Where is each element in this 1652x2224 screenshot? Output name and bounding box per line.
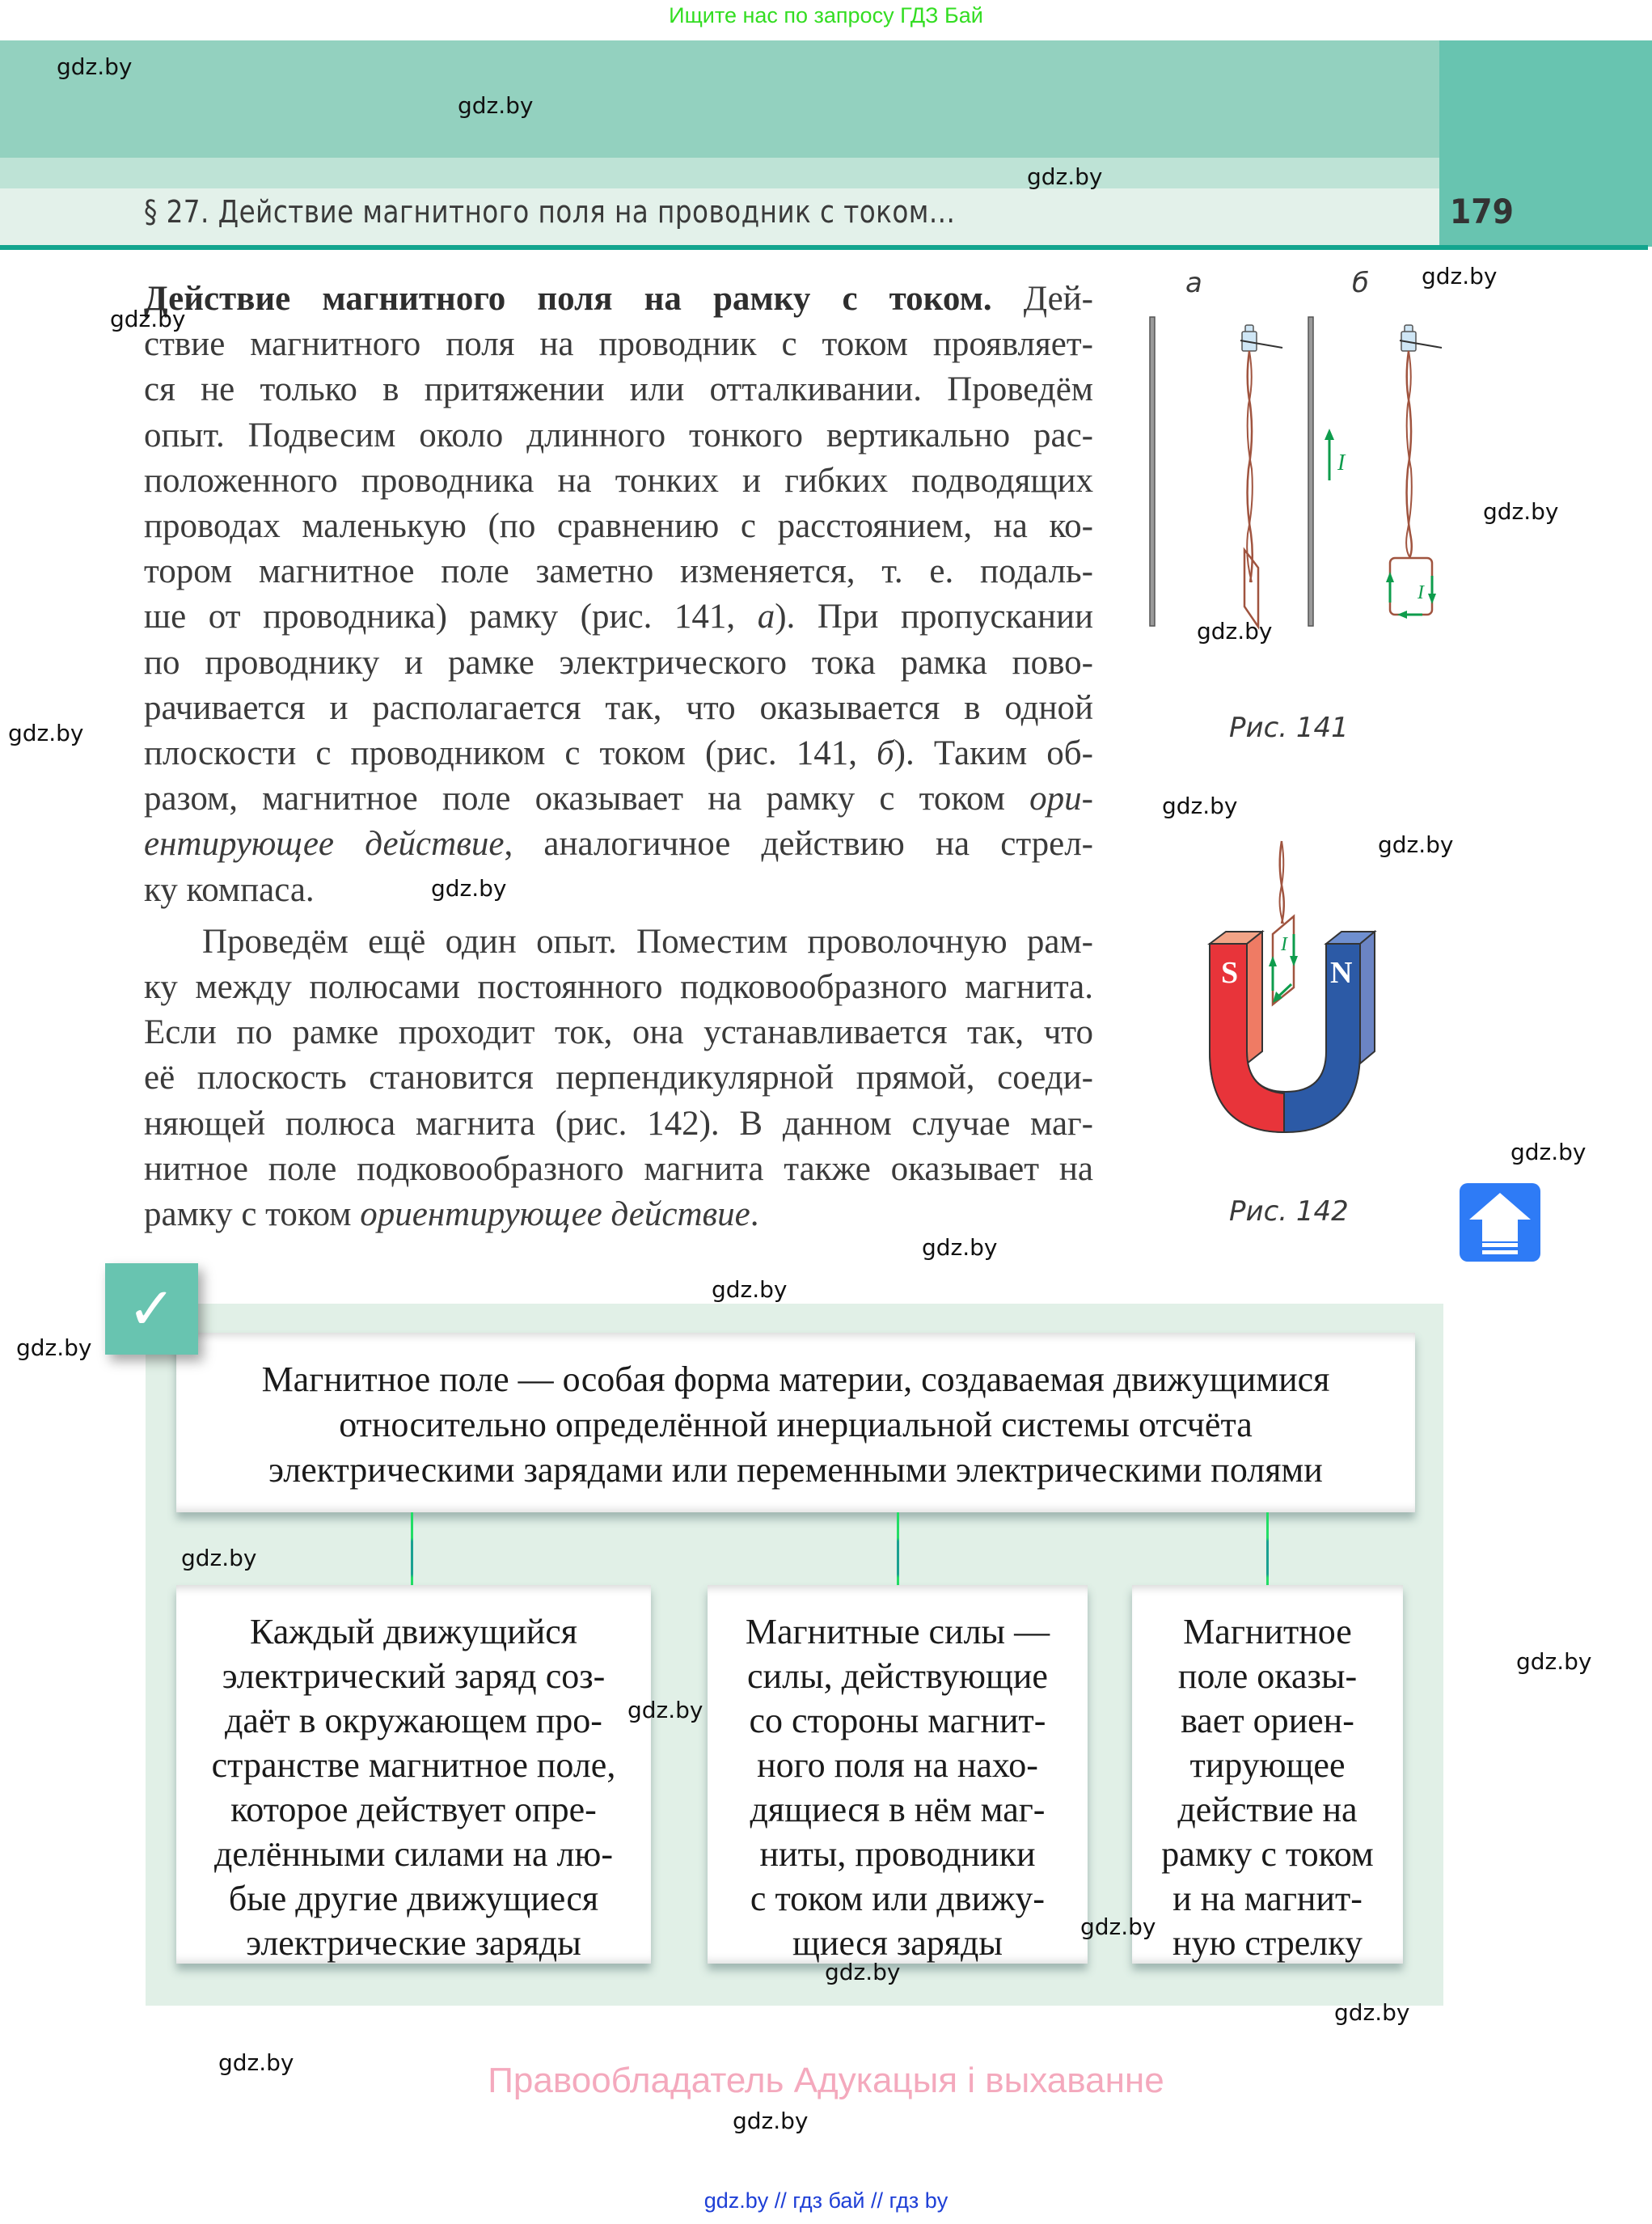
- watermark: gdz.by: [1162, 793, 1238, 819]
- emphasis-text: б: [877, 734, 894, 773]
- text-run: ку между полюсами постоянного подковообразного магнита.: [144, 968, 1093, 1007]
- card-line: которое действует опре-: [230, 1790, 597, 1829]
- definition-line: электрическими зарядами или переменными электрическими полями: [268, 1450, 1323, 1490]
- watermark: gdz.by: [1516, 1648, 1592, 1675]
- footer-link-gdz-bai[interactable]: гдз бай: [792, 2188, 865, 2213]
- summary-check-badge: [105, 1263, 198, 1355]
- card-line: ную стрелку: [1172, 1923, 1363, 1963]
- header-rule: [0, 245, 1648, 250]
- watermark: gdz.by: [1510, 1139, 1587, 1165]
- text-line: [144, 277, 1093, 322]
- page-number: 179: [1450, 192, 1514, 231]
- text-line: [144, 504, 1093, 549]
- card-line: и на магнит-: [1172, 1879, 1363, 1918]
- text-line: [144, 641, 1093, 686]
- card-line: щиеся заряды: [792, 1923, 1003, 1963]
- watermark: gdz.by: [458, 92, 534, 119]
- header-band-dark: [0, 40, 1439, 158]
- footer-separator: //: [864, 2188, 889, 2213]
- text-run: ). Таким об-: [894, 734, 1093, 773]
- connector-line: [1266, 1512, 1269, 1585]
- text-line: [144, 920, 1093, 965]
- card-line: поле оказы-: [1177, 1656, 1358, 1696]
- text-line: [144, 1010, 1093, 1055]
- card-line: дящиеся в нём маг-: [750, 1790, 1046, 1829]
- card-line: Магнитные силы —: [745, 1612, 1050, 1651]
- watermark: gdz.by: [181, 1545, 257, 1571]
- text-line: [144, 686, 1093, 731]
- text-run: по проводнику и рамке электрического тока рамка пово-: [144, 643, 1093, 682]
- emphasis-text: ентирующее действие: [144, 825, 505, 864]
- conductor-frame-diagram: [1140, 267, 1488, 720]
- chapter-title: § 27. Действие магнитного поля на проводник с током...: [144, 194, 956, 230]
- watermark: gdz.by: [1197, 618, 1273, 645]
- fact-card-magnetic-forces: [708, 1585, 1088, 1964]
- text-run: Дей-: [991, 280, 1094, 318]
- text-run: рамку с током: [144, 1195, 361, 1234]
- connector-line: [897, 1512, 899, 1585]
- emphasis-text: ориентирующее действие: [360, 1195, 750, 1234]
- text-line: [144, 731, 1093, 776]
- check-icon: ✓: [127, 1275, 176, 1342]
- figure-141: [1140, 267, 1488, 760]
- fact-card-moving-charge: [176, 1585, 651, 1964]
- card-line: странстве магнитное поле,: [211, 1745, 616, 1785]
- text-run: , аналогичное действию на стрел-: [504, 825, 1093, 864]
- text-run: её плоскость становится перпендикулярной прямой, соеди-: [144, 1059, 1093, 1097]
- arrow-up-icon: [1460, 1183, 1540, 1262]
- footer-separator: //: [768, 2188, 793, 2213]
- svg-text:I: I: [1337, 450, 1346, 476]
- card-line: силы, действующие: [747, 1656, 1048, 1696]
- watermark: gdz.by: [712, 1276, 788, 1303]
- figure-142-caption: Рис. 142: [1229, 1195, 1349, 1228]
- text-run: ся не только в притяжении или отталкивании. Проведём: [144, 370, 1093, 409]
- watermark: gdz.by: [110, 306, 186, 332]
- card-line: электрический заряд соз-: [222, 1656, 606, 1696]
- svg-text:S: S: [1221, 956, 1239, 990]
- horseshoe-magnet-diagram: [1181, 833, 1423, 1156]
- card-line: Магнитное: [1183, 1612, 1352, 1651]
- definition-line: относительно определённой инерциальной системы отсчёта: [339, 1405, 1253, 1444]
- text-run: положенного проводника на тонких и гибких подводящих: [144, 461, 1093, 500]
- watermark: gdz.by: [16, 1334, 92, 1361]
- paragraph-heading: Действие магнитного поля на рамку с током.: [144, 280, 992, 318]
- fact-card-orienting-action: [1132, 1585, 1403, 1964]
- watermark: gdz.by: [1483, 498, 1559, 525]
- card-line: вает ориен-: [1181, 1701, 1354, 1740]
- watermark: gdz.by: [733, 2108, 809, 2134]
- card-line: рамку с током: [1161, 1834, 1374, 1874]
- figure-label-b: б: [1352, 267, 1369, 299]
- watermark: gdz.by: [1080, 1913, 1156, 1940]
- watermark: gdz.by: [627, 1697, 703, 1723]
- text-run: плоскости с проводником с током (рис. 141,: [144, 734, 877, 773]
- watermark: gdz.by: [922, 1234, 998, 1261]
- card-line: электрические заряды: [246, 1923, 581, 1963]
- svg-text:N: N: [1330, 956, 1353, 990]
- text-run: .: [750, 1195, 759, 1234]
- watermark: gdz.by: [8, 720, 84, 746]
- text-line: [144, 367, 1093, 412]
- card-line: действие на: [1177, 1790, 1358, 1829]
- text-run: рачивается и располагается так, что оказывается в одной: [144, 688, 1093, 727]
- text-line: [144, 1147, 1093, 1192]
- text-line: [144, 822, 1093, 867]
- figure-142: [1181, 833, 1423, 1237]
- card-line: делёнными силами на лю-: [214, 1834, 613, 1874]
- text-run: нитное поле подковообразного магнита также оказывает на: [144, 1149, 1093, 1188]
- text-run: ше от проводника) рамку (рис. 141,: [144, 598, 758, 636]
- text-run: проводах маленькую (по сравнению с расстоянием, на ко-: [144, 507, 1093, 546]
- text-line: [144, 776, 1093, 822]
- footer-links: [0, 2188, 1652, 2213]
- text-run: Если по рамке проходит ток, она устанавливается так, что: [144, 1013, 1093, 1052]
- figure-label-a: а: [1185, 267, 1202, 299]
- copyright-notice: Правообладатель Адукацыя і выхаванне: [488, 2061, 1164, 2100]
- emphasis-text: а: [757, 598, 775, 636]
- text-line: [144, 1055, 1093, 1101]
- text-line: [144, 1192, 1093, 1237]
- text-line: [144, 549, 1093, 594]
- watermark: gdz.by: [1334, 1999, 1410, 2026]
- text-line: [144, 1101, 1093, 1147]
- paragraph-frame-experiment: [144, 277, 1093, 913]
- scroll-to-top-button[interactable]: [1460, 1183, 1540, 1262]
- card-line: бые другие движущиеся: [228, 1879, 599, 1918]
- header-band-mid: [0, 158, 1439, 188]
- watermark: gdz.by: [1422, 263, 1498, 290]
- text-run: ку компаса.: [144, 870, 315, 909]
- footer-link-gdz-by-cyr[interactable]: гдз by: [889, 2188, 949, 2213]
- card-line: даёт в окружающем про-: [225, 1701, 602, 1740]
- watermark: gdz.by: [1378, 831, 1454, 858]
- watermark: gdz.by: [1027, 163, 1103, 190]
- text-run: тором магнитное поле заметно изменяется, т. е. подаль-: [144, 552, 1093, 591]
- text-run: опыт. Подвесим около длинного тонкого вертикально рас-: [144, 416, 1093, 455]
- text-line: [144, 965, 1093, 1010]
- card-line: с током или движу-: [750, 1879, 1046, 1918]
- text-run: ствие магнитного поля на проводник с током проявляет-: [144, 325, 1093, 364]
- footer-link-gdz-by[interactable]: gdz.by: [703, 2188, 769, 2213]
- text-line: [144, 459, 1093, 504]
- text-line: [144, 413, 1093, 459]
- text-run: ). При пропускании: [775, 598, 1093, 636]
- watermark: gdz.by: [57, 53, 133, 80]
- emphasis-text: ори-: [1029, 780, 1093, 818]
- watermark: gdz.by: [431, 875, 507, 902]
- figure-141-caption: Рис. 141: [1229, 712, 1349, 744]
- text-run: разом, магнитное поле оказывает на рамку с током: [144, 780, 1030, 818]
- text-line: [144, 322, 1093, 367]
- text-run: няющей полюса магнита (рис. 142). В данном случае маг-: [144, 1104, 1093, 1143]
- definition-line: Магнитное поле — особая форма материи, создаваемая движущимися: [261, 1359, 1330, 1399]
- card-line: тирующее: [1189, 1745, 1346, 1785]
- watermark: gdz.by: [825, 1959, 901, 1985]
- main-text: [144, 277, 1093, 1237]
- text-line: [144, 868, 1093, 913]
- card-line: со стороны магнит-: [749, 1701, 1046, 1740]
- svg-text:I: I: [1281, 934, 1287, 955]
- text-run: Проведём ещё один опыт. Поместим проволочную рам-: [202, 922, 1093, 961]
- search-banner[interactable]: Ищите нас по запросу ГДЗ Бай: [669, 3, 983, 27]
- text-line: [144, 594, 1093, 640]
- card-line: ниты, проводники: [759, 1834, 1036, 1874]
- watermark: gdz.by: [218, 2049, 294, 2076]
- paragraph-horseshoe-experiment: [144, 920, 1093, 1237]
- card-line: Каждый движущийся: [249, 1612, 578, 1651]
- svg-text:I: I: [1418, 582, 1424, 603]
- definition-card: [176, 1333, 1415, 1512]
- card-line: ного поля на нахо-: [757, 1745, 1038, 1785]
- connector-line: [411, 1512, 413, 1585]
